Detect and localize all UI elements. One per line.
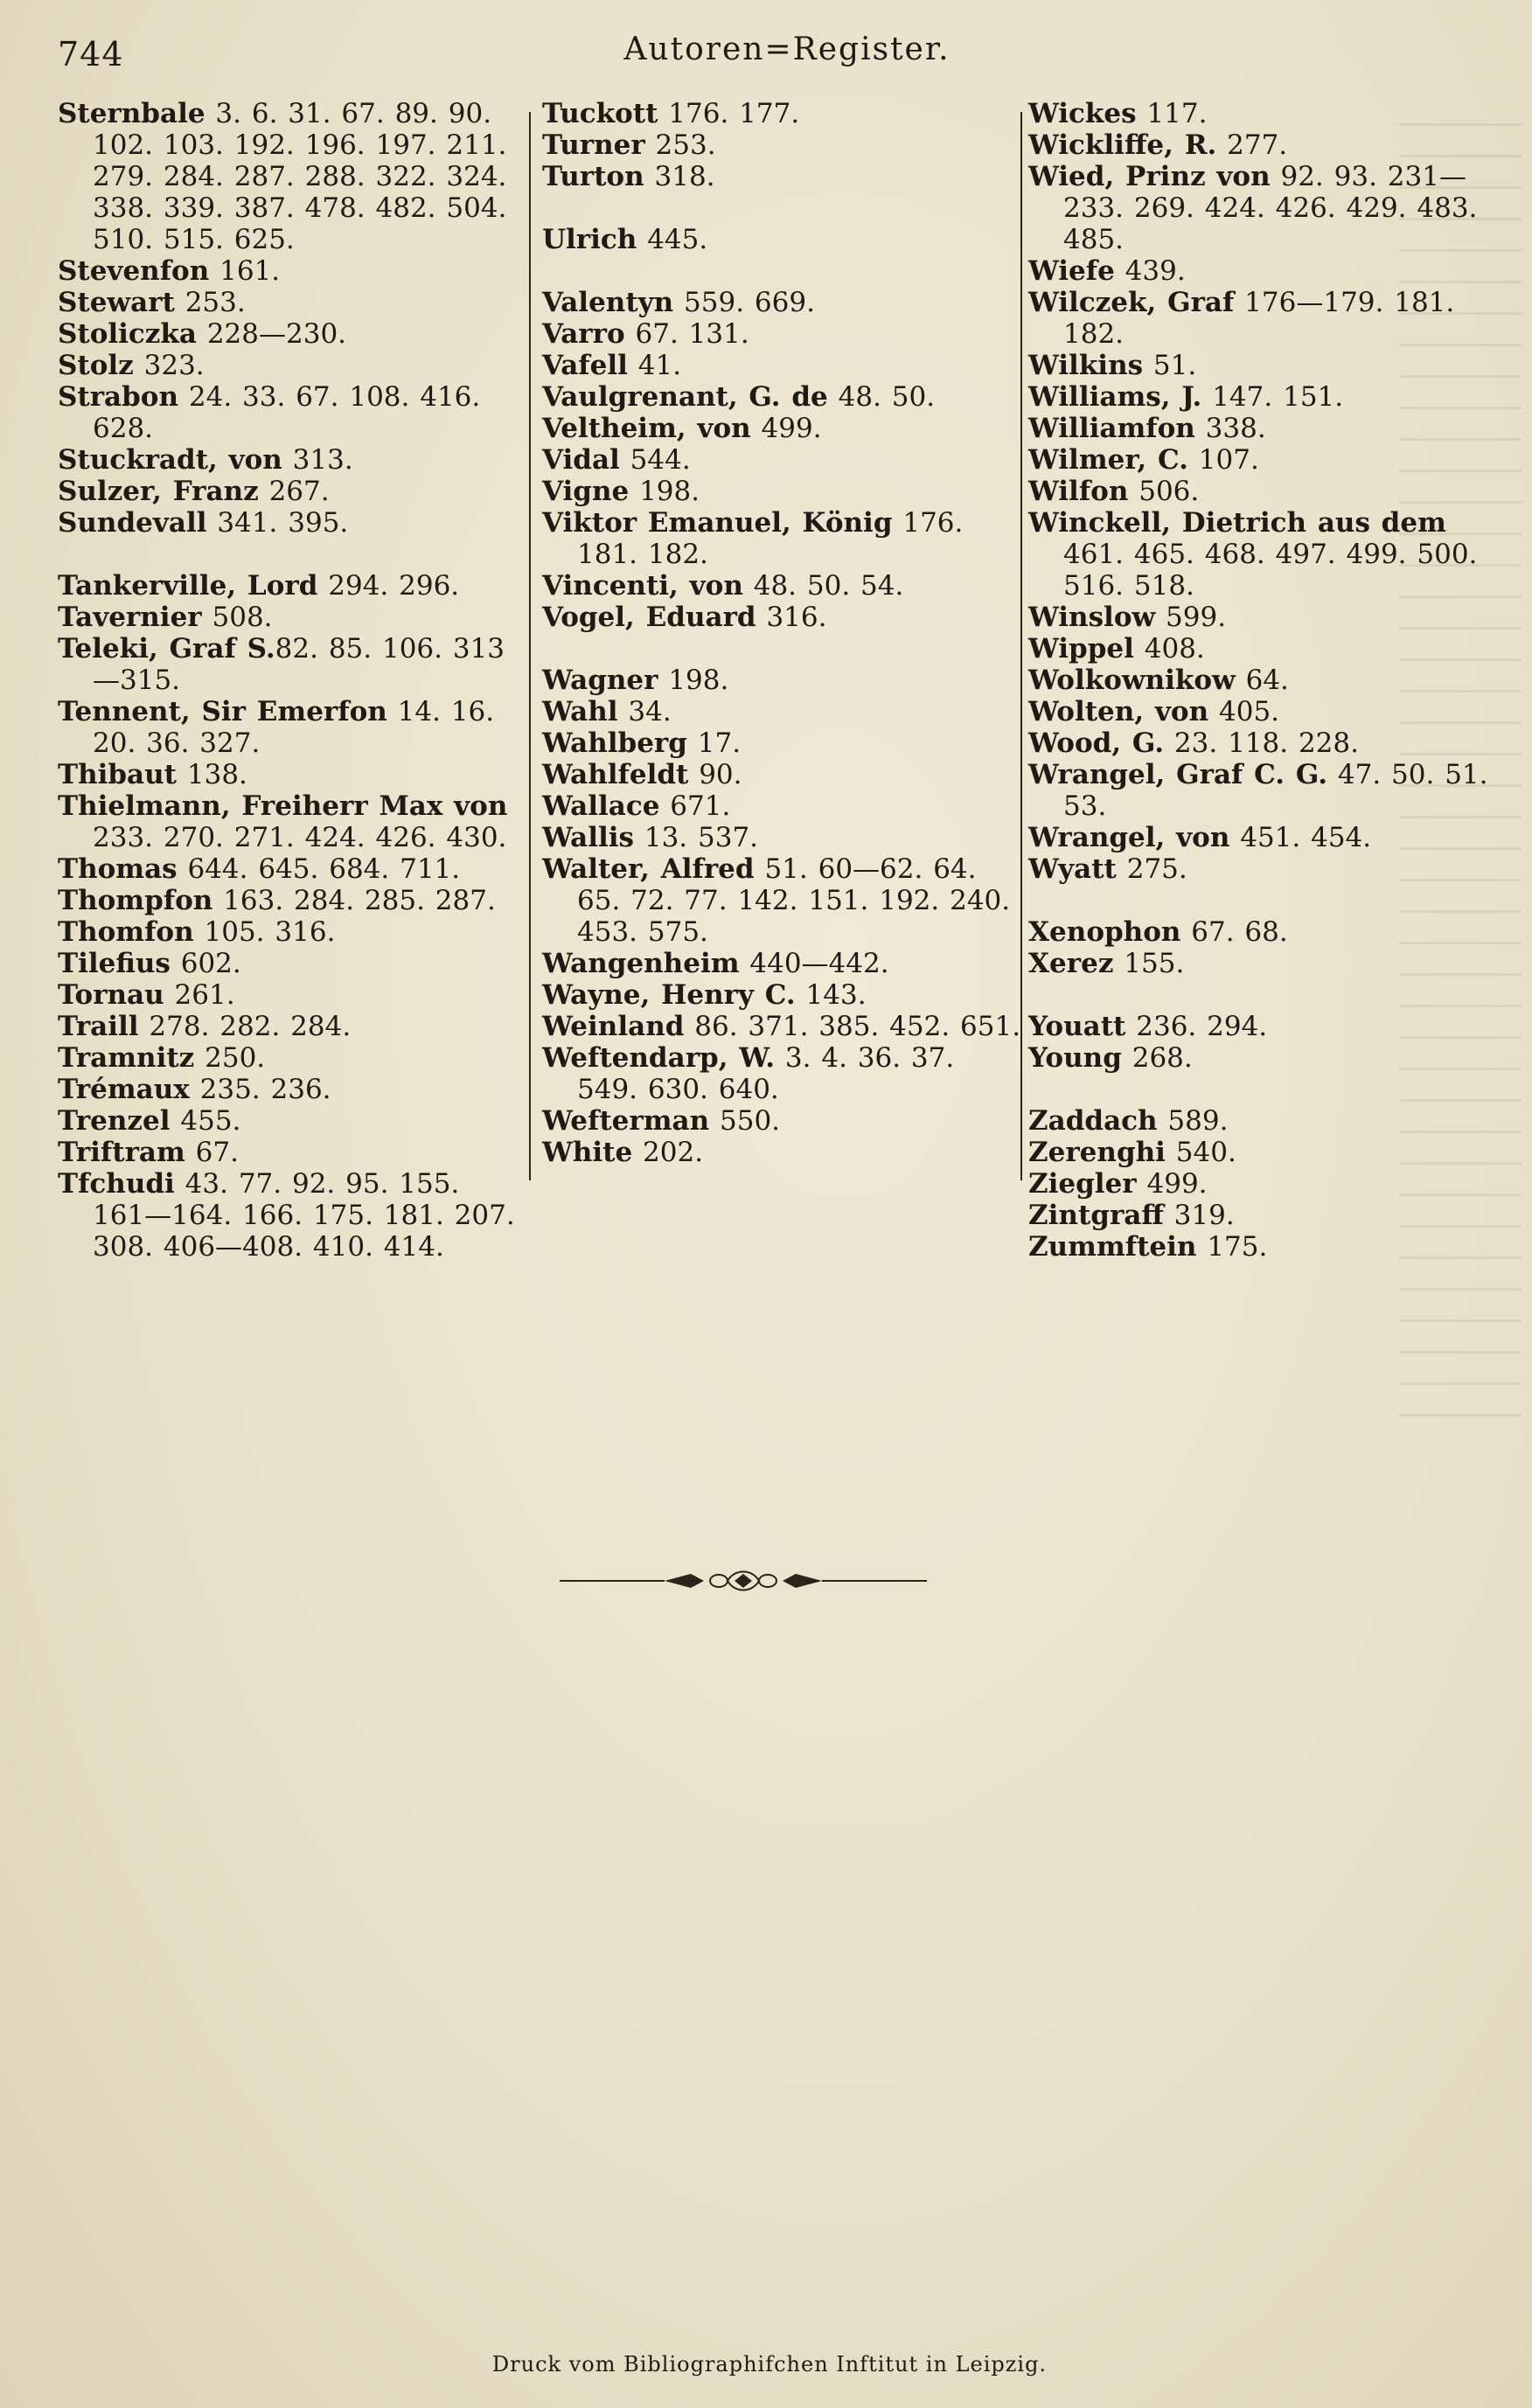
- index-entry-name: Varro: [542, 318, 625, 350]
- index-entry-name: Tankerville, Lord: [58, 570, 318, 602]
- index-entry: [58, 633, 521, 696]
- index-entry: [1028, 1231, 1508, 1263]
- index-entry-pages: 599.: [1155, 602, 1227, 633]
- index-entry: [58, 759, 521, 790]
- letter-group-gap: [542, 192, 1021, 224]
- index-entry-pages: 67. 68.: [1180, 916, 1288, 948]
- index-entry-pages: 176—179. 181. 182.: [1063, 287, 1455, 350]
- index-entry: [1028, 381, 1508, 413]
- index-entry: [542, 318, 1021, 350]
- index-entry-pages: 92. 93. 231—233. 269. 424. 426. 429. 483. 485.: [1063, 161, 1478, 255]
- index-entry-pages: 143.: [795, 979, 867, 1011]
- index-entry-pages: 147. 151.: [1201, 381, 1344, 413]
- index-entry-pages: 64.: [1235, 665, 1289, 696]
- index-entry: [58, 444, 521, 476]
- index-column-2: [542, 98, 1021, 1168]
- index-entry-pages: 14. 16. 20. 36. 327.: [93, 696, 495, 759]
- index-entry-name: Weinland: [542, 1011, 685, 1042]
- index-entry-pages: 602.: [170, 948, 241, 979]
- index-entry-pages: 544.: [619, 444, 691, 476]
- index-entry: [1028, 1042, 1508, 1074]
- index-entry-pages: 24. 33. 67. 108. 416. 628.: [93, 381, 481, 444]
- index-entry-name: Wolkownikow: [1028, 665, 1236, 696]
- index-entry-name: Stuckradt, von: [58, 444, 282, 476]
- index-entry-name: Walter, Alfred: [542, 853, 755, 885]
- index-entry-name: Williams, J.: [1028, 381, 1202, 413]
- index-entry: [542, 948, 1021, 979]
- index-entry-name: Wilfon: [1028, 476, 1129, 507]
- index-entry-pages: 253.: [644, 129, 716, 161]
- index-entry-name: Veltheim, von: [542, 413, 751, 444]
- index-entry: [1028, 161, 1508, 255]
- index-entry-name: Tfchudi: [58, 1168, 175, 1200]
- index-entry: [58, 979, 521, 1011]
- index-entry-name: Vigne: [542, 476, 630, 507]
- index-entry-pages: 313.: [282, 444, 353, 476]
- index-entry-name: Tornau: [58, 979, 164, 1011]
- index-entry-name: Thielmann, Freiherr Max von: [58, 790, 508, 822]
- index-entry-name: Ziegler: [1028, 1168, 1137, 1200]
- index-entry-name: White: [542, 1137, 633, 1168]
- index-entry-name: Wagner: [542, 665, 658, 696]
- index-entry-pages: 228—230.: [196, 318, 347, 350]
- letter-group-gap: [1028, 1074, 1508, 1105]
- index-column-3: [1028, 98, 1508, 1263]
- index-entry-pages: 316.: [756, 602, 827, 633]
- index-entry-pages: 275.: [1116, 853, 1187, 885]
- index-entry-pages: 107.: [1187, 444, 1259, 476]
- index-entry: [58, 885, 521, 916]
- index-entry-name: Vidal: [542, 444, 620, 476]
- index-entry: [542, 224, 1021, 255]
- index-entry-pages: 51.: [1143, 350, 1197, 381]
- index-entry-name: Zaddach: [1028, 1105, 1158, 1137]
- printer-imprint: Druck vom Bibliographifchen Inftitut in Leipzig.: [491, 2352, 1048, 2377]
- index-entry-pages: 550.: [709, 1105, 781, 1137]
- index-entry-pages: 253.: [174, 287, 246, 318]
- index-entry-name: Wahl: [542, 696, 618, 727]
- index-entry-name: Zerenghi: [1028, 1137, 1166, 1168]
- index-entry: [1028, 948, 1508, 979]
- index-entry: [542, 1137, 1021, 1168]
- page-number: 744: [58, 35, 124, 73]
- index-entry-name: Tennent, Sir Emerfon: [58, 696, 387, 727]
- index-entry: [1028, 696, 1508, 727]
- index-entry: [58, 790, 521, 853]
- index-entry-pages: 67.: [185, 1137, 239, 1168]
- index-entry: [1028, 287, 1508, 350]
- index-entry-pages: 202.: [632, 1137, 704, 1168]
- index-entry-pages: 267.: [258, 476, 330, 507]
- index-entry: [1028, 350, 1508, 381]
- index-entry-pages: 589.: [1157, 1105, 1229, 1137]
- index-entry-name: Strabon: [58, 381, 179, 413]
- index-entry-name: Wippel: [1028, 633, 1134, 665]
- index-entry-name: Tavernier: [58, 602, 202, 633]
- index-entry-name: Thomas: [58, 853, 178, 885]
- index-entry: [1028, 413, 1508, 444]
- index-entry-name: Wallis: [542, 822, 634, 853]
- index-entry-name: Traill: [58, 1011, 139, 1042]
- index-entry: [542, 822, 1021, 853]
- index-entry: [542, 381, 1021, 413]
- index-entry: [542, 979, 1021, 1011]
- index-entry-pages: 86. 371. 385. 452. 651.: [684, 1011, 1021, 1042]
- index-entry-name: Wrangel, Graf C. G.: [1028, 759, 1328, 790]
- index-entry-name: Stewart: [58, 287, 175, 318]
- index-entry-name: Tuckott: [542, 98, 658, 129]
- letter-group-gap: [542, 633, 1021, 665]
- index-entry: [542, 853, 1021, 948]
- index-entry-pages: 236. 294.: [1125, 1011, 1268, 1042]
- index-entry-pages: 175.: [1196, 1231, 1268, 1263]
- index-entry: [58, 696, 521, 759]
- index-entry-pages: 499.: [750, 413, 822, 444]
- index-entry-pages: 318.: [644, 161, 715, 192]
- index-entry-name: Trenzel: [58, 1105, 171, 1137]
- index-entry: [542, 790, 1021, 822]
- index-entry-pages: 235. 236.: [189, 1074, 331, 1105]
- index-entry: [1028, 98, 1508, 129]
- index-entry: [542, 759, 1021, 790]
- index-entry-pages: 155.: [1113, 948, 1185, 979]
- index-entry: [1028, 727, 1508, 759]
- index-entry-pages: 90.: [688, 759, 742, 790]
- index-entry-name: Stevenfon: [58, 255, 210, 287]
- index-entry: [58, 255, 521, 287]
- index-entry-pages: 268.: [1121, 1042, 1193, 1074]
- index-entry-name: Teleki, Graf S.: [58, 633, 275, 665]
- index-entry-pages: 499.: [1136, 1168, 1208, 1200]
- index-entry-name: Sundevall: [58, 507, 207, 539]
- index-entry: [58, 1011, 521, 1042]
- index-entry-pages: 51. 60—62. 64. 65. 72. 77. 142. 151. 192. 240. 453. 575.: [577, 853, 1011, 948]
- index-entry: [58, 350, 521, 381]
- index-entry-name: Vogel, Eduard: [542, 602, 756, 633]
- index-entry-pages: 198.: [658, 665, 729, 696]
- index-entry-pages: 3. 4. 36. 37. 549. 630. 640.: [577, 1042, 955, 1105]
- index-entry: [58, 948, 521, 979]
- index-entry-pages: 671.: [659, 790, 731, 822]
- running-head: Autoren=Register.: [623, 31, 951, 67]
- index-entry-pages: 278. 282. 284.: [138, 1011, 352, 1042]
- index-entry-pages: 34.: [617, 696, 672, 727]
- index-entry: [542, 287, 1021, 318]
- index-entry-name: Triftram: [58, 1137, 185, 1168]
- index-entry-pages: 48. 50. 54.: [742, 570, 904, 602]
- index-entry-name: Wied, Prinz von: [1028, 161, 1271, 192]
- index-entry: [1028, 255, 1508, 287]
- index-entry-name: Trémaux: [58, 1074, 190, 1105]
- index-entry: [542, 476, 1021, 507]
- index-entry-name: Turner: [542, 129, 645, 161]
- index-entry-name: Xerez: [1028, 948, 1114, 979]
- index-entry: [58, 318, 521, 350]
- column-rule: [1020, 112, 1022, 1180]
- index-entry: [58, 853, 521, 885]
- end-ornament: [560, 1562, 927, 1600]
- index-entry-name: Thompfon: [58, 885, 213, 916]
- index-entry: [58, 1074, 521, 1105]
- index-entry: [1028, 665, 1508, 696]
- index-entry: [1028, 1011, 1508, 1042]
- index-entry-pages: 455.: [170, 1105, 241, 1137]
- index-entry-pages: 17.: [686, 727, 742, 759]
- index-entry: [542, 665, 1021, 696]
- index-entry-name: Zintgraff: [1028, 1200, 1164, 1231]
- index-entry-name: Wallace: [542, 790, 660, 822]
- index-entry-pages: 138.: [177, 759, 247, 790]
- index-entry-name: Youatt: [1028, 1011, 1126, 1042]
- index-entry-pages: 176. 177.: [658, 98, 800, 129]
- index-column-1: [58, 98, 521, 1263]
- index-entry: [58, 98, 521, 255]
- index-entry-name: Wahlfeldt: [542, 759, 689, 790]
- index-entry-name: Viktor Emanuel, König: [542, 507, 893, 539]
- index-entry: [1028, 916, 1508, 948]
- index-entry-pages: 319.: [1163, 1200, 1235, 1231]
- index-entry-name: Wyatt: [1028, 853, 1117, 885]
- index-entry: [542, 129, 1021, 161]
- index-entry: [542, 350, 1021, 381]
- index-entry-name: Tilefius: [58, 948, 171, 979]
- index-entry-pages: 439.: [1114, 255, 1186, 287]
- index-entry-pages: 163. 284. 285. 287.: [212, 885, 496, 916]
- index-entry-name: Wrangel, von: [1028, 822, 1230, 853]
- index-entry-name: Stoliczka: [58, 318, 197, 350]
- index-entry: [58, 381, 521, 444]
- index-entry-name: Sternbale: [58, 98, 205, 129]
- index-entry-name: Wolten, von: [1028, 696, 1209, 727]
- index-entry: [542, 1105, 1021, 1137]
- index-entry: [58, 570, 521, 602]
- index-entry-pages: 233. 270. 271. 424. 426. 430.: [93, 822, 507, 853]
- index-entry-name: Winckell, Dietrich aus dem: [1028, 507, 1446, 539]
- index-entry: [1028, 759, 1508, 822]
- index-entry-pages: 117.: [1136, 98, 1208, 129]
- index-entry-name: Wilczek, Graf: [1028, 287, 1235, 318]
- index-entry-pages: 67. 131.: [624, 318, 749, 350]
- index-entry: [1028, 1168, 1508, 1200]
- index-entry-name: Wahlberg: [542, 727, 687, 759]
- index-entry-pages: 451. 454.: [1229, 822, 1372, 853]
- index-entry: [58, 916, 521, 948]
- index-entry: [58, 1168, 521, 1263]
- index-entry-pages: 341. 395.: [206, 507, 349, 539]
- index-entry-pages: 540.: [1165, 1137, 1236, 1168]
- index-entry-name: Xenophon: [1028, 916, 1181, 948]
- index-entry: [542, 444, 1021, 476]
- index-entry-pages: 338.: [1194, 413, 1266, 444]
- index-entry-pages: 198.: [629, 476, 700, 507]
- index-entry: [542, 98, 1021, 129]
- index-entry: [1028, 602, 1508, 633]
- letter-group-gap: [1028, 885, 1508, 916]
- letter-group-gap: [542, 255, 1021, 287]
- index-entry-name: Valentyn: [542, 287, 674, 318]
- index-entry-name: Thibaut: [58, 759, 178, 790]
- index-entry-name: Wiefe: [1028, 255, 1115, 287]
- index-entry-name: Wilkins: [1028, 350, 1144, 381]
- index-entry-pages: 161.: [209, 255, 281, 287]
- index-entry: [1028, 507, 1508, 602]
- index-entry-pages: 461. 465. 468. 497. 499. 500. 516. 518.: [1063, 539, 1478, 602]
- index-entry: [542, 413, 1021, 444]
- index-entry-pages: 43. 77. 92. 95. 155. 161—164. 166. 175. 181. 207. 308. 406—408. 410. 414.: [93, 1168, 515, 1263]
- index-entry-name: Winslow: [1028, 602, 1156, 633]
- index-entry: [542, 602, 1021, 633]
- index-entry: [58, 287, 521, 318]
- index-entry-pages: 323.: [133, 350, 205, 381]
- index-entry: [1028, 1105, 1508, 1137]
- index-entry-name: Young: [1028, 1042, 1122, 1074]
- index-entry: [542, 1011, 1021, 1042]
- index-entry-pages: 23. 118. 228.: [1164, 727, 1359, 759]
- index-entry: [542, 727, 1021, 759]
- index-entry: [1028, 853, 1508, 885]
- index-entry-pages: 644. 645. 684. 711.: [177, 853, 461, 885]
- index-entry-pages: 408.: [1133, 633, 1205, 665]
- index-entry: [58, 1137, 521, 1168]
- index-entry-pages: 176. 181. 182.: [577, 507, 964, 570]
- index-entry-name: Wefterman: [542, 1105, 710, 1137]
- index-entry-name: Wood, G.: [1028, 727, 1165, 759]
- index-entry-pages: 47. 50. 51. 53.: [1063, 759, 1488, 822]
- index-entry-name: Wickes: [1028, 98, 1137, 129]
- index-entry-pages: 3. 6. 31. 67. 89. 90. 102. 103. 192. 196. 197. 211. 279. 284. 287. 288. 322. 324. 338. 339. 387. 478. 482. 504. 510. 515. 625.: [93, 98, 507, 255]
- index-entry: [542, 570, 1021, 602]
- index-entry-pages: 559. 669.: [673, 287, 815, 318]
- index-entry-name: Stolz: [58, 350, 134, 381]
- index-entry-name: Williamfon: [1028, 413, 1195, 444]
- index-entry-pages: 13. 537.: [634, 822, 759, 853]
- index-entry: [542, 161, 1021, 192]
- index-entry: [1028, 476, 1508, 507]
- index-entry-pages: 261.: [164, 979, 235, 1011]
- index-entry-pages: 48. 50.: [827, 381, 936, 413]
- index-entry: [1028, 444, 1508, 476]
- index-entry-pages: 405.: [1208, 696, 1280, 727]
- index-entry: [1028, 129, 1508, 161]
- index-entry: [1028, 822, 1508, 853]
- letter-group-gap: [1028, 979, 1508, 1011]
- index-entry-pages: 294. 296.: [317, 570, 460, 602]
- index-entry: [58, 1042, 521, 1074]
- index-entry-name: Turton: [542, 161, 644, 192]
- index-entry: [58, 1105, 521, 1137]
- column-rule: [529, 112, 531, 1180]
- index-entry: [1028, 633, 1508, 665]
- index-entry-pages: 445.: [637, 224, 708, 255]
- letter-group-gap: [58, 539, 521, 570]
- index-entry-pages: 250.: [194, 1042, 266, 1074]
- index-entry-name: Wilmer, C.: [1028, 444, 1188, 476]
- index-entry-name: Tramnitz: [58, 1042, 195, 1074]
- index-entry: [542, 507, 1021, 570]
- index-entry-name: Vincenti, von: [542, 570, 743, 602]
- index-entry-name: Wickliffe, R.: [1028, 129, 1217, 161]
- index-entry-pages: 506.: [1128, 476, 1200, 507]
- index-entry: [58, 476, 521, 507]
- index-entry-pages: 440—442.: [739, 948, 889, 979]
- index-entry: [58, 602, 521, 633]
- index-entry-name: Ulrich: [542, 224, 637, 255]
- index-entry-pages: 105. 316.: [193, 916, 336, 948]
- index-entry-pages: 277.: [1216, 129, 1288, 161]
- index-entry-name: Vaulgrenant, G. de: [542, 381, 828, 413]
- index-entry-name: Wangenheim: [542, 948, 740, 979]
- index-entry: [1028, 1137, 1508, 1168]
- index-entry-name: Vafell: [542, 350, 628, 381]
- index-entry: [1028, 1200, 1508, 1231]
- index-entry-name: Weftendarp, W.: [542, 1042, 776, 1074]
- index-entry: [58, 507, 521, 539]
- index-entry-pages: 508.: [201, 602, 273, 633]
- index-entry-pages: 41.: [627, 350, 682, 381]
- index-entry-name: Thomfon: [58, 916, 194, 948]
- index-entry: [542, 1042, 1021, 1105]
- index-entry-name: Zummftein: [1028, 1231, 1197, 1263]
- index-entry-name: Wayne, Henry C.: [542, 979, 796, 1011]
- index-entry-pages: 82. 85. 106. 313—315.: [93, 633, 505, 696]
- index-entry: [542, 696, 1021, 727]
- index-entry-name: Sulzer, Franz: [58, 476, 259, 507]
